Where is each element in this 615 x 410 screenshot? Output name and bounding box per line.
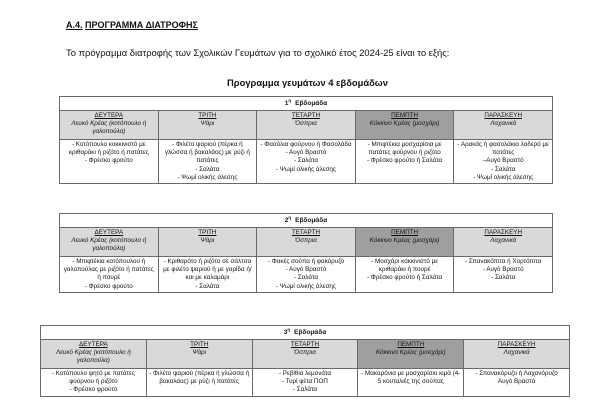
day-header-row	[41, 339, 570, 368]
day-header-row	[60, 110, 553, 139]
meal-item: - Φασόλια φούρνου ή Φασολάδα	[260, 140, 352, 148]
week-1-table	[59, 96, 553, 184]
day-food-category: Λευκό Κρέας (κοτόπουλο ή γαλοπούλα)	[71, 120, 147, 136]
day-header-cell	[60, 110, 159, 139]
meal-cell	[257, 139, 356, 183]
day-header-cell	[454, 227, 553, 256]
week-heading	[60, 214, 553, 228]
meal-item: Αυγό Βραστό	[497, 378, 536, 386]
meal-item: - Φιλέτο ψαριού (πέρκα ή γλώσσα ή βακαλάος) με ρύζι ή πατάτες	[149, 369, 250, 386]
day-header-cell	[464, 339, 570, 368]
day-header-cell	[41, 339, 147, 368]
meal-cell	[146, 368, 252, 396]
day-name: ΠΕΜΠΤΗ	[391, 228, 419, 236]
meal-item: - Κριθαρότο ή ριζότο σε σάλτσα με φιλέτο ψαριού ή με γαρίδα ή/και με καλαμάρι	[163, 257, 252, 282]
day-name: ΠΑΡΑΣΚΕΥΗ	[484, 228, 523, 236]
week-number-suffix: η	[288, 98, 292, 103]
day-name: ΤΡΙΤΗ	[198, 111, 217, 119]
meal-cell	[60, 256, 159, 292]
day-name: ΤΡΙΤΗ	[190, 340, 209, 348]
day-food-category: Κόκκινο Κρέας (μοσχάρι)	[376, 349, 446, 357]
meal-cell	[454, 139, 553, 183]
day-name: ΤΕΤΑΡΤΗ	[290, 340, 320, 348]
meal-cell	[158, 256, 257, 292]
meal-item: - Σαλάτα	[293, 157, 319, 165]
meal-item: - Φρέσκο φρούτο	[84, 157, 133, 165]
day-header-cell	[158, 110, 257, 139]
day-name: ΤΕΤΑΡΤΗ	[291, 228, 321, 236]
day-name: ΠΑΡΑΣΚΕΥΗ	[484, 111, 523, 119]
week-header-row	[60, 214, 553, 228]
meal-item: - Σαλάτα	[491, 274, 516, 282]
day-header-cell	[60, 227, 159, 256]
week-header-row	[41, 326, 570, 340]
meal-cell	[355, 139, 454, 183]
meal-cell	[41, 368, 147, 396]
day-food-category: Κόκκινο Κρέας (μοσχάρι)	[369, 237, 440, 245]
meal-item: - Φιλέτο ψαριού (πέρκα ή γλώσσα ή βακαλάος) με ρύζι ή πατάτες	[164, 140, 250, 165]
meal-item: - Μπιφτέκια μοσχαρίσια με πατάτες φούρνου ή ριζότο	[367, 140, 442, 157]
section-number: A.4.	[66, 20, 83, 30]
meal-item: - Κοτόπουλο ψητό με πατάτες φούρνου ή ριζότο	[51, 369, 135, 386]
day-name: ΠΑΡΑΣΚΕΥΗ	[497, 340, 536, 348]
day-food-category: Όσπρια	[295, 237, 317, 245]
week-label: Εβδομάδα	[295, 217, 328, 225]
day-food-category: Κόκκινο Κρέας (μοσχάρι)	[369, 120, 440, 128]
day-name: ΔΕΥΤΕΡΑ	[94, 228, 124, 236]
day-food-category: Ψάρι	[200, 237, 215, 245]
meal-cell	[454, 256, 553, 292]
meal-item: - Αυγό Βραστό	[285, 266, 327, 274]
day-food-category: Λαχανικά	[503, 349, 530, 357]
meal-item: - Μακαρόνια με μοσχαρίσιο κιμά (4-5 κουταλιές της σούπας	[361, 369, 461, 386]
section-heading	[66, 20, 198, 30]
meal-item: - Τυρί φέτα ΠΟΠ	[282, 378, 328, 386]
meal-row	[41, 368, 570, 396]
day-header-cell	[158, 227, 257, 256]
meal-cell	[158, 139, 257, 183]
meal-row	[60, 139, 553, 183]
day-name: ΤΕΤΑΡΤΗ	[291, 111, 321, 119]
meal-item: –Αυγό Βραστό	[482, 157, 524, 165]
day-name: ΔΕΥΤΕΡΑ	[94, 111, 124, 119]
schedule-title: Προγραμμα γευμάτων 4 εβδομάδων	[227, 77, 388, 88]
week-heading	[60, 97, 553, 111]
meal-cell	[257, 256, 356, 292]
day-header-row	[60, 227, 553, 256]
meal-item: - Φρέσκο φρούτο	[69, 386, 118, 394]
meal-item: - Ψωμί ολικής άλεσης	[473, 173, 534, 181]
day-header-cell	[252, 339, 358, 368]
day-food-category: Όσπρια	[295, 120, 317, 128]
section-title: ΠΡΟΓΡΑΜΜΑ ΔΙΑΤΡΟΦΗΣ	[85, 20, 198, 30]
week-2-table	[59, 213, 553, 293]
meal-item: - Φρέσκο φρούτο ή Σαλάτα	[366, 274, 443, 282]
day-header-cell	[257, 227, 356, 256]
week-3-table	[40, 325, 570, 397]
meal-cell	[252, 368, 358, 396]
meal-item: - Ψωμί ολικής άλεσης	[177, 173, 238, 181]
week-heading	[41, 326, 570, 340]
day-food-category: Λαχανικά	[490, 237, 517, 245]
meal-item: - Ψωμί ολικής άλεσης	[276, 165, 336, 173]
day-food-category: Λαχανικά	[490, 120, 517, 128]
meal-item: - Μπιφτέκια κοτόπουλου ή γαλοπούλας με ριζότο ή πατάτες ή πουρέ	[63, 257, 154, 282]
meal-item: - Μοσχάρι κοκκινιστό με κριθαράκι ή πουρέ	[371, 257, 439, 274]
week-number-suffix: η	[287, 327, 291, 332]
week-header-row	[60, 97, 553, 111]
day-header-cell	[257, 110, 356, 139]
day-name: ΤΡΙΤΗ	[198, 228, 217, 236]
meal-cell	[60, 139, 159, 183]
meal-item: - Σπανακόπιτα ή Χορτόπιτα	[465, 257, 542, 265]
week-number: 2	[284, 217, 289, 225]
day-food-category: Ψάρι	[200, 120, 215, 128]
day-food-category: Ψάρι	[192, 349, 207, 357]
week-label: Εβδομάδα	[294, 329, 327, 337]
day-header-cell	[355, 227, 454, 256]
meal-item: - Κοτόπουλο κοκκινιστό με κριθαράκι ή ριζότο ή πατάτες	[68, 140, 149, 157]
meal-item: - Φακές σούπα ή φακόρυζο	[267, 257, 345, 265]
day-food-category: Όσπρια	[294, 349, 316, 357]
day-name: ΔΕΥΤΕΡΑ	[79, 340, 108, 348]
meal-row	[60, 256, 553, 292]
day-header-cell	[358, 339, 464, 368]
week-number: 3	[283, 329, 288, 337]
meal-item: - Ψωμί ολικής άλεσης	[276, 282, 336, 290]
meal-item: - Σαλάτα	[195, 282, 220, 290]
meal-item: - Φρέσκο φρούτο	[84, 282, 133, 290]
day-food-category: Λευκό Κρέας (κοτόπουλο ή γαλοπούλα)	[71, 237, 147, 253]
day-header-cell	[454, 110, 553, 139]
day-name: ΠΕΜΠΤΗ	[397, 340, 425, 348]
meal-item: - Ρεβίθια λεμονάτα	[278, 369, 332, 377]
meal-cell	[358, 368, 464, 396]
meal-item: - Σαλάτα	[292, 386, 318, 394]
meal-item: - Αυγό Βραστό	[285, 149, 327, 157]
day-header-cell	[355, 110, 454, 139]
meal-item: - Φρέσκο φρούτο ή Σαλάτα	[366, 157, 443, 165]
meal-item: - Σπανακόρυζο ή Λαχανόρυζο	[475, 369, 558, 377]
week-label: Εβδομάδα	[295, 100, 328, 108]
meal-item: - Σαλάτα	[293, 274, 319, 282]
meal-item: - Σαλάτα	[491, 165, 516, 173]
day-header-cell	[146, 339, 252, 368]
meal-cell	[355, 256, 454, 292]
day-name: ΠΕΜΠΤΗ	[391, 111, 419, 119]
intro-text: Το πρόγραμμα διατροφής των Σχολικών Γευμάτων για το σχολικό έτος 2024-25 είναι το εξής:	[66, 47, 450, 58]
day-food-category: Λευκό Κρέας (κοτόπουλο ή γαλοπούλα)	[55, 349, 131, 365]
meal-item: - Αρακάς ή φασολάκια λαδερό με πατάτες	[457, 140, 549, 157]
meal-cell	[464, 368, 570, 396]
week-number: 1	[284, 100, 289, 108]
meal-item: - Αυγό Βραστό	[482, 266, 524, 274]
meal-item: - Σαλάτα	[195, 165, 220, 173]
week-number-suffix: η	[288, 215, 292, 220]
